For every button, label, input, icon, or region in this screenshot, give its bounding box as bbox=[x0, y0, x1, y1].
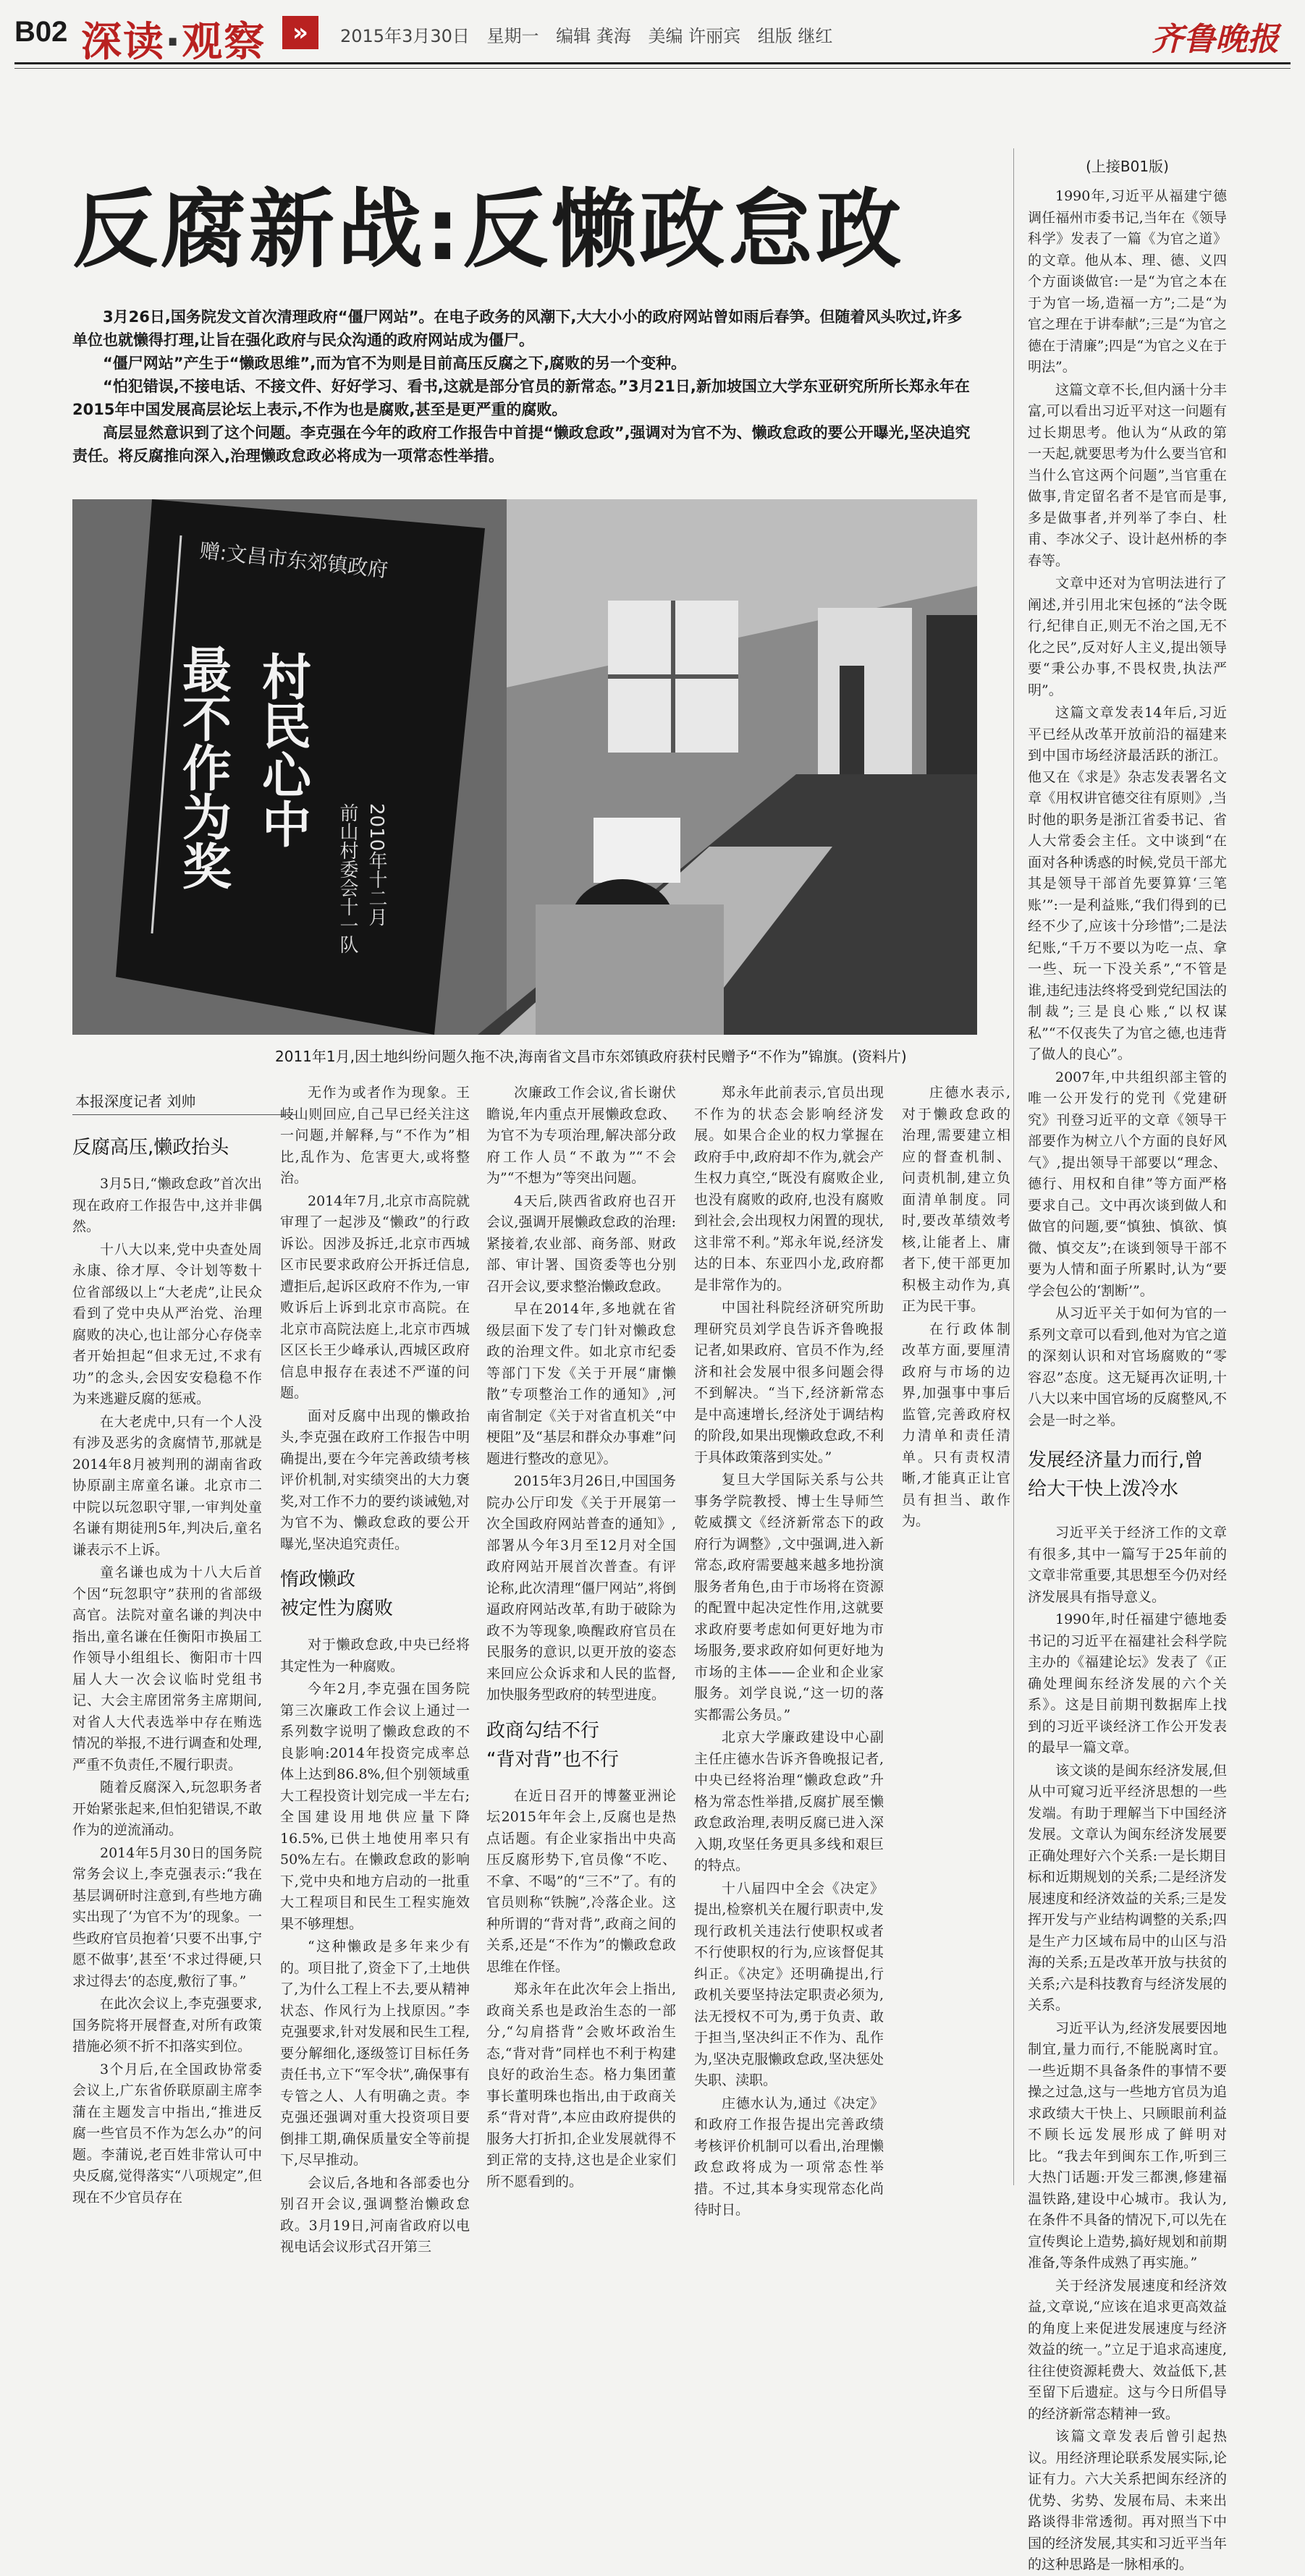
body-column-4 bbox=[694, 1082, 884, 2218]
proofreader: 组版 继红 bbox=[757, 26, 833, 46]
banner-giver: 前山村委会十一队 bbox=[337, 803, 358, 954]
editor: 编辑 龚海 bbox=[556, 26, 631, 46]
article-lead bbox=[72, 305, 977, 467]
body-paragraph: 在近日召开的博鳌亚洲论坛2015年年会上,反腐也是热点话题。有企业家指出中央高压反腐形势下,官员像“不吃、不拿、不喝”的“三不”了。有的官员则称“铁腕”,冷落企业。这种所谓的“背对背”,政商之间的关系,还是“不作为”的懒政怠政思维在作怪。 bbox=[486, 1787, 676, 1975]
lead-paragraph: “僵尸网站”产生于“懒政思维”,而为官不为则是目前高压反腐之下,腐败的另一个变种。 bbox=[103, 355, 687, 372]
body-column-5 bbox=[902, 1082, 1010, 2187]
byline-rule bbox=[72, 1114, 297, 1115]
body-paragraph: 1990年,习近平从福建宁德调任福州市委书记,当年在《领导科学》发表了一篇《为官之道》的文章。他从本、理、德、义四个方面谈做官:一是“为官之本在于为官一场,造福一方”;二是“为官之理在于讲奉献”;三是“为官之德在于清廉”;四是“为官之义在于明法”。 bbox=[1028, 188, 1227, 375]
body-column-3 bbox=[486, 1082, 676, 2190]
newspaper-logo: 齐鲁晚报 bbox=[1152, 21, 1279, 58]
banner-sub-text: 村民心中 bbox=[253, 651, 311, 848]
lead-paragraph: 高层显然意识到了这个问题。李克强在今年的政府工作报告中首提“懒政怠政”,强调对为官不为、懒政怠政的要公开曝光,坚决追究责任。将反腐推向深入,治理懒政怠政必将成为一项常态性举措。 bbox=[72, 424, 971, 465]
body-paragraph: 十八届四中全会《决定》提出,检察机关在履行职责中,发现行政机关违法行使职权或者不行使职权的行为,应该督促其纠正。《决定》还明确提出,行政机关要坚持法定职责必须为,法无授权不可为,勇于负责、敢于担当,坚决纠正不作为、乱作为,坚决克服懒政怠政,坚决惩处失职、渎职。 bbox=[694, 1880, 884, 2088]
subheading-line-2: 给大干快上泼冷水 bbox=[1028, 1478, 1179, 1500]
body-paragraph: 复旦大学国际关系与公共事务学院教授、博士生导师竺乾威撰文《经济新常态下的政府行为调整》,文中强调,进入新常态,政府需要越来越多地扮演服务者角色,由于市场将在资源的配置中起决定性作用,这就要求政府要考虑如何更好地为市场服务,要求政府如何更好地为市场的主体——企业和企业家服务。刘学良说,“这一切的落实都需公务员。” bbox=[694, 1472, 884, 1723]
body-paragraph: 面对反腐中出现的懒政抬头,李克强在政府工作报告中明确提出,要在今年完善政绩考核评价机制,对实绩突出的大力褒奖,对工作不力的要约谈诫勉,对为官不为、懒政怠政的要公开曝光,坚决追究责任。 bbox=[280, 1407, 470, 1552]
subheading bbox=[280, 1565, 470, 1623]
body-paragraph: 2014年7月,北京市高院就审理了一起涉及“懒政”的行政诉讼。因涉及拆迁,北京市西城区市民要求政府公开拆迁信息,遭拒后,起诉区政府不作为,一审败诉后上诉到北京市高院。在北京市高院法庭上,北京市西城区区长王少峰承认,西城区政府信息申报存在表述不严谨的问题。 bbox=[280, 1192, 470, 1401]
lead-paragraph: 3月26日,国务院发文首次清理政府“僵尸网站”。在电子政务的风潮下,大大小小的政府网站曾如雨后春笋。但随着风头吹过,许多单位也就懒得打理,让旨在强化政府与民众沟通的政府网站成为僵尸。 bbox=[72, 308, 963, 349]
body-paragraph: 在此次会议上,李克强要求,国务院将开展督查,对所有政策措施必须不折不扣落实到位。 bbox=[72, 1996, 262, 2054]
section-sub: 观察 bbox=[182, 19, 266, 66]
body-paragraph: 童名谦也成为十八大后首个因“玩忽职守”获刑的省部级高官。法院对童名谦的判决中指出,童名谦在任衡阳市换届工作领导小组组长、衡阳市十四届人大一次会议临时党组书记、大会主席团常务主席期间,对省人大代表选举中存在贿选情况的举报,不进行调查和处理,严重不负责任,不履行职责。 bbox=[72, 1564, 262, 1773]
subheading-line-1: 政商勾结不行 bbox=[486, 1719, 600, 1742]
header-rule bbox=[14, 62, 1291, 64]
article-title: 反腐新战:反懒政怠政 bbox=[72, 179, 905, 279]
subheading bbox=[486, 1716, 676, 1774]
body-paragraph: 3个月后,在全国政协常委会议上,广东省侨联原副主席李蒲在主题发言中指出,“推进反腐一些官员不作为怎么办”的问题。李蒲说,老百姓非常认可中央反腐,觉得落实“八项规定”,但现在不少官员存在 bbox=[72, 2061, 262, 2206]
issue-weekday: 星期一 bbox=[486, 26, 539, 46]
news-photo bbox=[72, 499, 977, 1035]
body-paragraph: 该篇文章发表后曾引起热议。用经济理论联系发展实际,论证有力。六大关系把闽东经济的优势、劣势、发展布局、未来出路谈得非常透彻。再对照当下中国的经济发展,其实和习近平当年的这种思路是一脉相承的。 bbox=[1028, 2428, 1227, 2572]
body-paragraph: 2014年5月30日的国务院常务会议上,李克强表示:“我在基层调研时注意到,有些地方确实出现了‘为官不为’的现象。一些政府官员抱着‘只要不出事,宁愿不做事’,甚至‘不求过得硬,只求过得去’的态度,敷衍了事。” bbox=[72, 1844, 262, 1989]
section-main: 深读 bbox=[81, 19, 165, 66]
body-paragraph: 习近平关于经济工作的文章有很多,其中一篇写于25年前的文章非常重要,其思想至今仍对经济发展具有指导意义。 bbox=[1028, 1525, 1227, 1605]
body-paragraph: 庄德水认为,通过《决定》和政府工作报告提出完善政绩考核评价机制可以看出,治理懒政怠政将成为一项常态性举措。不过,其本身实现常态化尚待时日。 bbox=[694, 2095, 884, 2218]
subheading-line-1: 惰政懒政 bbox=[280, 1569, 356, 1590]
body-paragraph: 郑永年此前表示,官员出现不作为的状态会影响经济发展。如果合企业的权力掌握在政府手中,政府却不作为,就会产生权力真空,“既没有腐败企业,也没有腐败的政府,也没有腐败到社会,会出现权力闲置的现状,这非常不利。”郑永年说,经济发达的日本、东亚四小龙,政府都是非常作为的。 bbox=[694, 1085, 884, 1293]
body-paragraph: 郑永年在此次年会上指出,政商关系也是政治生态的一部分,“勾肩搭背”会败坏政治生态,“背对背”同样也不利于构建良好的政治生态。格力集团董事长董明珠也指出,由于政商关系“背对背”,本应由政府提供的服务大打折扣,企业发展就得不到正常的支持,这也是企业家们所不愿看到的。 bbox=[486, 1981, 676, 2190]
body-paragraph: 在行政体制改革方面,要厘清政府与市场的边界,加强事中事后监管,完善政府权力清单和责任清单。只有责权清晰,才能真正让官员有担当、敢作为。 bbox=[902, 1321, 1010, 1529]
body-paragraph: 习近平认为,经济发展要因地制宜,量力而行,不能脱离时宜。一些近期不具备条件的事情不要操之过急,这与一些地方官员为追求政绩大干快上、只顾眼前利益不顾长远发展形成了鲜明对比。“我去年到闽东工作,听到三大热门话题:开发三都澳,修建福温铁路,建设中心城市。我认为,在条件不具备的情况下,可以先在宣传舆论上造势,搞好规划和前期准备,等条件成熟了再实施。” bbox=[1028, 2020, 1227, 2271]
section-dot: · bbox=[165, 19, 182, 66]
body-column-2 bbox=[280, 1082, 470, 2255]
body-paragraph: 十八大以来,党中央查处周永康、徐才厚、令计划等数十位省部级以上“大老虎”,让民众看到了党中央从严治党、治理腐败的决心,也让部分心存侥幸者开始担起“但求无过,不求有功”的念头,会因安安稳稳不作为来逃避反腐的惩戒。 bbox=[72, 1241, 262, 1407]
body-paragraph: 次廉政工作会议,省长谢伏瞻说,年内重点开展懒政怠政、为官不为专项治理,解决部分政府工作人员“不敢为”“不会为”“不想为”等突出问题。 bbox=[486, 1085, 676, 1186]
body-paragraph: 1990年,时任福建宁德地委书记的习近平在福建社会科学院主办的《福建论坛》发表了《正确处理闽东经济发展的六个关系》。这是目前期刊数据库上找到的习近平谈经济工作公开发表的最早一篇文章。 bbox=[1028, 1611, 1227, 1755]
page-number: B02 bbox=[14, 16, 68, 48]
body-paragraph: 早在2014年,多地就在省级层面下发了专门针对懒政怠政的治理文件。如北京市纪委等部门下发《关于开展“庸懒散”专项整治工作的通知》,河南省制定《关于对省直机关“中梗阻”及“基层和群众办事难”问题进行整改的意见》。 bbox=[486, 1301, 676, 1467]
body-paragraph: “这种懒政是多年来少有的。项目批了,资金下了,土地供了,为什么工程上不去,要从精神状态、作风行为上找原因。”李克强要求,针对发展和民生工程,要分解细化,逐级签订目标任务责任书,立下“军令状”,确保事有专管之人、人有明确之责。李克强还强调对重大投资项目要倒排工期,确保质量安全等前提下,尽早推动。 bbox=[280, 1939, 470, 2168]
body-paragraph: 随着反腐深入,玩忽职务者开始紧张起来,但怕犯错误,不敢作为的逆流涌动。 bbox=[72, 1779, 262, 1838]
page-header bbox=[0, 0, 1305, 67]
body-paragraph: 4天后,陕西省政府也召开会议,强调开展懒政怠政的治理:紧接着,农业部、商务部、财政部、审计署、国资委等也分别召开会议,要求整治懒政怠政。 bbox=[486, 1192, 676, 1295]
body-paragraph: 文章中还对为官明法进行了阐述,并引用北宋包拯的“法令既行,纪律自正,则无不治之国,无不化之民”,反对好人主义,提出领导要“秉公办事,不畏权贵,执法严明”。 bbox=[1028, 575, 1227, 698]
lead-paragraph: “怕犯错误,不接电话、不接文件、好好学习、看书,这就是部分官员的新常态。”3月21日,新加坡国立大学东亚研究所所长郑永年在2015年中国发展高层论坛上表示,不作为也是腐败,甚至是更严重的腐败。 bbox=[72, 378, 970, 418]
body-column-1 bbox=[72, 1123, 262, 2206]
banner-main-text: 最不作为奖 bbox=[174, 644, 232, 890]
body-paragraph: 2015年3月26日,中国国务院办公厅印发《关于开展第一次全国政府网站普查的通知》,部署从今年3月至12月对全国政府网站开展首次普查。有评论称,此次清理“僵尸网站”,将倒逼政府网站改革,有助于破除为政不为等现象,唤醒政府官员在民服务的意识,以更开放的姿态来回应公众诉求和人民的监督,加快服务型政府的转型进度。 bbox=[486, 1473, 676, 1703]
body-paragraph: 该文谈的是闽东经济发展,但从中可窥习近平经济思想的一些发端。有助于理解当下中国经济发展。文章认为闽东经济发展要正确处理好六个关系:一是长期目标和近期规划的关系;二是经济发展速度和经济效益的关系;三是发挥开发与产业结构调整的关系;四是生产力区域布局中的山区与沿海的关系;五是改革开放与扶贫的关系;六是科技教育与经济发展的关系。 bbox=[1028, 1762, 1227, 2013]
banner-date: 2010年十二月 bbox=[366, 803, 387, 927]
subheading-line-2: 被定性为腐败 bbox=[280, 1598, 394, 1619]
body-paragraph: 这篇文章不长,但内涵十分丰富,可以看出习近平对这一问题有过长期思考。他认为“从政的第一天起,就要思考为什么要当官和当什么官这两个问题”,当官重在做事,肯定留名者不是官而是事,多是做事者,并列举了李白、杜甫、李冰父子、设计赵州桥的李春等。 bbox=[1028, 381, 1227, 569]
body-paragraph: 今年2月,李克强在国务院第三次廉政工作会议上通过一系列数字说明了懒政怠政的不良影响:2014年投资完成率总体上达到86.8%,但个别领域重大工程投资计划完成一半左右;全国建设用地供应量下降16.5%,已供土地使用率只有50%左右。在懒政怠政的影响下,党中央和地方启动的一批重大工程项目和民生工程实施效果不够理想。 bbox=[280, 1681, 470, 1932]
body-paragraph: 庄德水表示,对于懒政怠政的治理,需要建立相应的督查机制、问责机制,建立负面清单制度。同时,要改革绩效考核,让能者上、庸者下,使干部更加积极主动作为,真正为民干事。 bbox=[902, 1085, 1010, 1314]
header-rule-thin bbox=[14, 68, 1291, 69]
page-meta bbox=[340, 22, 844, 47]
continuation-note: (上接B01版) bbox=[1086, 158, 1169, 175]
banner-dedication: 赠:文昌市东郊镇政府 bbox=[198, 538, 389, 582]
body-paragraph: 关于经济发展速度和经济效益,文章说,“应该在追求更高效益的角度上来促进发展速度与经济效益的统一。”立足于追求高速度,往往使资源耗费大、效益低下,甚至留下后遗症。这与今日所倡导的经济新常态精神一致。 bbox=[1028, 2277, 1227, 2422]
byline: 本报深度记者 刘帅 bbox=[75, 1093, 196, 1110]
body-paragraph: 2007年,中共组织部主管的唯一公开发行的党刊《党建研究》刊登习近平的文章《领导干部要作为树立八个方面的良好风气》,提出领导干部要以“理念、德行、用权和自律”等方面严格要求自己。文中再次谈到做人和做官的问题,要“慎独、慎欲、慎微、慎交友”;在谈到领导干部不要为人情和面子所累时,认为“要学会包公的‘割断’”。 bbox=[1028, 1069, 1227, 1299]
photo-caption: 2011年1月,因土地纠纷问题久拖不决,海南省文昌市东郊镇政府获村民赠予“不作为”锦旗。(资料片) bbox=[275, 1048, 907, 1065]
subheading bbox=[1028, 1446, 1227, 1504]
issue-date: 2015年3月30日 bbox=[340, 26, 470, 46]
subheading-line-2: “背对背”也不行 bbox=[486, 1748, 619, 1771]
body-paragraph: 会议后,各地和各部委也分别召开会议,强调整治懒政怠政。3月19日,河南省政府以电视电话会议形式召开第三 bbox=[280, 2174, 470, 2255]
body-paragraph: 这篇文章发表14年后,习近平已经从改革开放前沿的福建来到中国市场经济最活跃的浙江。他又在《求是》杂志发表署名文章《用权讲官德交往有原则》,当时他的职务是浙江省委书记、省人大常委会主任。文中谈到“在面对各种诱惑的时候,党员干部尤其是领导干部首先要算算‘三笔账’”:一是利益账,“我们得到的已经不少了,应该十分珍惜”;二是法纪账,“千万不要以为吃一点、拿一些、玩一下没关系”,“不管是谁,违纪违法终将受到党纪国法的制裁”;三是良心账,“以权谋私”“不仅丧失了为官之德,也违背了做人的良心”。 bbox=[1028, 705, 1227, 1062]
body-paragraph: 从习近平关于如何为官的一系列文章可以看到,他对为官之道的深刻认识和对官场腐败的“零容忍”态度。这无疑再次证明,十八大以来中国官场的反腐整风,不会是一时之举。 bbox=[1028, 1305, 1227, 1428]
subheading: 反腐高压,懒政抬头 bbox=[72, 1137, 229, 1158]
body-paragraph: 3月5日,“懒政怠政”首次出现在政府工作报告中,这并非偶然。 bbox=[72, 1176, 262, 1234]
subheading-line-1: 发展经济量力而行,曾 bbox=[1028, 1449, 1204, 1471]
body-paragraph: 在大老虎中,只有一个人没有涉及恶劣的贪腐情节,那就是2014年8月被判刑的湖南省政协原副主席童名谦。北京市二中院以玩忽职守罪,一审判处童名谦有期徒刑5年,判决后,童名谦表示不上诉。 bbox=[72, 1413, 262, 1558]
chevron-icon: » bbox=[282, 16, 318, 49]
column-divider bbox=[1013, 148, 1014, 2185]
section-name bbox=[81, 10, 266, 68]
art-editor: 美编 许丽宾 bbox=[648, 26, 741, 46]
body-paragraph: 北京大学廉政建设中心副主任庄德水告诉齐鲁晚报记者,中央已经将治理“懒政怠政”升格为常态性举措,反腐扩展至懒政怠政治理,表明反腐已进入深入期,攻坚任务更具多线和艰巨的特点。 bbox=[694, 1729, 884, 1873]
photo-illustration bbox=[72, 499, 977, 1035]
body-paragraph: 对于懒政怠政,中央已经将其定性为一种腐败。 bbox=[280, 1637, 470, 1674]
body-paragraph: 中国社科院经济研究所助理研究员刘学良告诉齐鲁晚报记者,如果政府、官员不作为,经济和社会发展中很多问题会得不到解决。“当下,经济新常态是中高速增长,经济处于调结构的阶段,如果出现懒政怠政,不利于具体政策落到实处。” bbox=[694, 1300, 884, 1465]
sidebar-column bbox=[1028, 155, 1227, 2572]
body-paragraph: 无作为或者作为现象。王岐山则回应,自己早已经关注这一问题,并解释,与“不作为”相比,乱作为、危害更大,或将整治。 bbox=[280, 1085, 470, 1186]
